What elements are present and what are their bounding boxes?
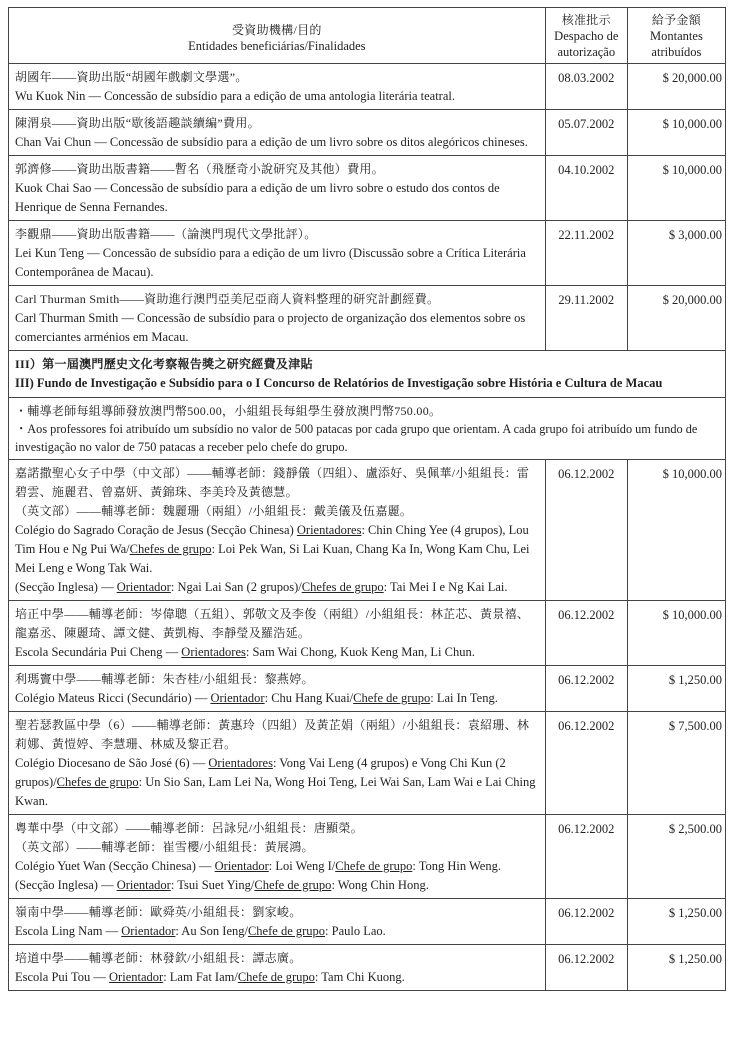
orientadores-label: Orientadores xyxy=(208,756,273,770)
header-montantes-pt1: Montantes xyxy=(650,29,703,43)
table-row xyxy=(9,712,726,815)
entry-pt-text: : Chu Hang Kuai/ xyxy=(264,691,354,705)
entry-pt xyxy=(15,521,539,578)
entry-pt-text: : Lai In Teng. xyxy=(430,691,498,705)
header-entities-zh: 受資助機構/目的 xyxy=(231,23,322,37)
entry-zh: 郭濟修——資助出版書籍——暫名（飛歷奇小說研究及其他）費用。 xyxy=(15,162,385,176)
entry-amount: $ 7,500.00 xyxy=(627,712,725,815)
section-heading-pt: III) Fundo de Investigação e Subsídio para o I Concurso de Relatórios de Investigação sobre História e Cultura de Macau xyxy=(15,376,663,390)
chefes-label: Chefes de grupo xyxy=(301,580,384,594)
table-row xyxy=(9,815,726,899)
entry-pt-text: (Secção Inglesa) — xyxy=(15,580,117,594)
note-pt: ・Aos professores foi atribuído um subsídio no valor de 500 patacas por cada grupo que orientam. A cada grupo foi atribuído um fundo de investigação no valor de 750 patacas a receber pelo chefe do grupo. xyxy=(15,422,698,454)
entry-amount: $ 2,500.00 xyxy=(627,815,725,899)
entry-amount: $ 10,000.00 xyxy=(627,601,725,666)
entry-pt-text: Escola Secundária Pui Cheng — xyxy=(15,645,182,659)
entry-pt-text: : Lam Fat Iam/ xyxy=(163,970,238,984)
entry-date: 06.12.2002 xyxy=(545,601,627,666)
orientador-label: Orientador xyxy=(214,859,269,873)
entry-pt-text: Colégio do Sagrado Coração de Jesus (Secção Chinesa) xyxy=(15,523,297,537)
entry-pt-secondary xyxy=(15,876,539,895)
subsidy-table xyxy=(8,7,726,991)
note-zh: ・輔導老師每組導師發放澳門幣500.00，小組組長每組學生發放澳門幣750.00。 xyxy=(15,404,442,418)
entry-pt-text: : Chin Ching Yee (4 grupos), Lou Tim Hou e Ng Pui Wa/ xyxy=(15,523,529,556)
entry-zh: 利瑪竇中學——輔導老師：朱杏桂/小組組長：黎燕婷。 xyxy=(15,672,314,686)
table-row xyxy=(9,601,726,666)
entry-pt: Wu Kuok Nin — Concessão de subsídio para a edição de uma antologia literária teatral. xyxy=(15,89,455,103)
entry-pt: Lei Kun Teng — Concessão de subsídio para a edição de um livro (Discussão sobre a Crítica Literária Contemporânea de Macau). xyxy=(15,246,526,279)
chefe-label: Chefe de grupo xyxy=(353,691,431,705)
entry-zh: 嶺南中學——輔導老師：歐舜英/小組組長：劉家峻。 xyxy=(15,905,302,919)
entry-pt-text: Colégio Yuet Wan (Secção Chinesa) — xyxy=(15,859,215,873)
entry-date: 06.12.2002 xyxy=(545,666,627,712)
entry-pt-text: : Un Sio San, Lam Lei Na, Wong Hoi Teng, Lei Wai San, Lam Wai e Lai Ching Kwan. xyxy=(15,775,536,808)
entry-pt-text: (Secção Inglesa) — xyxy=(15,878,117,892)
entry-pt-text: : Au Son Ieng/ xyxy=(175,924,248,938)
header-despacho-pt1: Despacho de xyxy=(554,29,619,43)
entry-pt-text: : Vong Vai Leng (4 grupos) e Vong Chi Kun (2 grupos)/ xyxy=(15,756,506,789)
entry-amount: $ 1,250.00 xyxy=(627,899,725,945)
table-row xyxy=(9,666,726,712)
orientador-label: Orientador xyxy=(210,691,265,705)
entry-amount: $ 3,000.00 xyxy=(627,221,725,286)
entry-date: 08.03.2002 xyxy=(545,64,627,110)
entry-amount: $ 20,000.00 xyxy=(627,286,725,351)
entry-date: 05.07.2002 xyxy=(545,110,627,156)
section-heading-row xyxy=(9,351,726,398)
entry-date: 29.11.2002 xyxy=(545,286,627,351)
orientadores-label: Orientadores xyxy=(296,523,362,537)
entry-date: 04.10.2002 xyxy=(545,156,627,221)
table-header-row xyxy=(9,8,726,64)
entry-amount: $ 10,000.00 xyxy=(627,110,725,156)
entry-zh: 聖若瑟教區中學（6）——輔導老師：黃惠玲（四組）及黃芷娟（兩組）/小組組長：袁紹珊、林莉娜、黃愷婷、李慧珊、林威及黎正君。 xyxy=(15,718,530,751)
entry-pt-text: : Sam Wai Chong, Kuok Keng Man, Li Chun. xyxy=(245,645,475,659)
orientador-label: Orientador xyxy=(109,970,164,984)
table-row xyxy=(9,221,726,286)
entry-date: 06.12.2002 xyxy=(545,460,627,601)
header-entities xyxy=(9,8,546,64)
entry-pt: Kuok Chai Sao — Concessão de subsídio para a edição de um livro sobre o estudo dos contos de Henrique de Senna Fernandes. xyxy=(15,181,500,214)
entry-amount: $ 1,250.00 xyxy=(627,945,725,991)
entry-pt-text: : Ngai Lai San (2 grupos)/ xyxy=(170,580,302,594)
chefe-label: Chefe de grupo xyxy=(335,859,413,873)
entry-pt-text: : Wong Chin Hong. xyxy=(331,878,429,892)
document-sheet xyxy=(8,7,726,991)
table-row xyxy=(9,156,726,221)
entry-pt xyxy=(15,643,539,662)
notes-row xyxy=(9,398,726,460)
entry-pt: Carl Thurman Smith — Concessão de subsídio para o projecto de organização dos elementos sobre os comerciantes arménios em Macau. xyxy=(15,311,526,344)
entry-pt-text: : Tong Hin Weng. xyxy=(412,859,501,873)
entry-date: 06.12.2002 xyxy=(545,815,627,899)
entry-zh: 培道中學——輔導老師：林發欽/小組組長：譚志廣。 xyxy=(15,951,302,965)
table-row xyxy=(9,460,726,601)
orientador-label: Orientador xyxy=(116,580,171,594)
orientadores-label: Orientadores xyxy=(181,645,246,659)
entry-date: 22.11.2002 xyxy=(545,221,627,286)
header-despacho-pt2: autorização xyxy=(557,45,616,59)
entry-pt-text: : Loi Weng I/ xyxy=(268,859,336,873)
entry-pt xyxy=(15,689,539,708)
orientador-label: Orientador xyxy=(121,924,176,938)
entry-pt xyxy=(15,922,539,941)
entry-zh: 嘉諾撒聖心女子中學（中文部）——輔導老師：錢靜儀（四組）、盧添好、吳佩華/小組組長：雷碧雲、施麗君、曾嘉妍、黃錦珠、李美玲及黃德慧。 xyxy=(15,466,530,499)
table-row xyxy=(9,286,726,351)
entry-amount: $ 1,250.00 xyxy=(627,666,725,712)
entry-pt xyxy=(15,754,539,811)
entry-zh: 陳渭泉——資助出版“歇後語趣談續編”費用。 xyxy=(15,116,260,130)
entry-pt-text: Escola Pui Tou — xyxy=(15,970,110,984)
entry-zh: 粵華中學（中文部）——輔導老師：呂詠兒/小組組長：唐顯榮。 xyxy=(15,821,364,835)
entry-pt-text: Colégio Mateus Ricci (Secundário) — xyxy=(15,691,211,705)
entry-date: 06.12.2002 xyxy=(545,712,627,815)
header-despacho-zh: 核准批示 xyxy=(561,13,611,27)
header-montantes-pt2: atribuídos xyxy=(651,45,702,59)
entry-pt-text: Escola Ling Nam — xyxy=(15,924,122,938)
entry-date: 06.12.2002 xyxy=(545,899,627,945)
entry-zh: 培正中學——輔導老師：岑偉聰（五組）、郭敬文及李俊（兩組）/小組組長：林芷芯、黃景禧、龍嘉丞、陳麗琦、譚文健、黃凱梅、李靜瑩及羅浩延。 xyxy=(15,607,530,640)
table-row xyxy=(9,945,726,991)
header-despacho xyxy=(545,8,627,64)
entry-zh: 胡國年——資助出版“胡國年戲劇文學選”。 xyxy=(15,70,248,84)
section-heading-zh: III）第一屆澳門歷史文化考察報告獎之研究經費及津貼 xyxy=(15,357,313,371)
entry-amount: $ 20,000.00 xyxy=(627,64,725,110)
entry-zh-secondary: （英文部）——輔導老師：崔雪櫻/小組組長：黃展鴻。 xyxy=(15,840,314,854)
entry-amount: $ 10,000.00 xyxy=(627,156,725,221)
table-row xyxy=(9,899,726,945)
entry-date: 06.12.2002 xyxy=(545,945,627,991)
chefes-label: Chefes de grupo xyxy=(56,775,139,789)
entry-zh-secondary: （英文部）——輔導老師：魏麗珊（兩組）/小組組長：戴美儀及伍嘉麗。 xyxy=(15,504,413,518)
chefe-label: Chefe de grupo xyxy=(247,924,326,938)
entry-pt-secondary xyxy=(15,578,539,597)
entry-amount: $ 10,000.00 xyxy=(627,460,725,601)
header-entities-pt: Entidades beneficiárias/Finalidades xyxy=(188,39,366,53)
entry-pt-text: : Tsui Suet Ying/ xyxy=(170,878,255,892)
entry-pt xyxy=(15,857,539,876)
chefe-label: Chefe de grupo xyxy=(254,878,332,892)
entry-pt-text: : Paulo Lao. xyxy=(325,924,386,938)
table-row xyxy=(9,110,726,156)
orientador-label: Orientador xyxy=(116,878,171,892)
header-montantes xyxy=(627,8,725,64)
table-row xyxy=(9,64,726,110)
entry-zh: Carl Thurman Smith——資助進行澳門亞美尼亞商人資料整理的研究計劃經費。 xyxy=(15,292,440,306)
header-montantes-zh: 給予金額 xyxy=(651,13,702,27)
entry-pt: Chan Vai Chun — Concessão de subsídio para a edição de um livro sobre os ditos alegóricos chineses. xyxy=(15,135,528,149)
chefes-label: Chefes de grupo xyxy=(129,542,212,556)
entry-pt-text: : Loi Pek Wan, Si Lai Kuan, Chang Ka In, Wong Kam Chu, Lei Mei Leng e Wong Tak Wai. xyxy=(15,542,530,575)
entry-zh: 李觀鼎——資助出版書籍——（論澳門現代文學批評）。 xyxy=(15,227,317,241)
entry-pt xyxy=(15,968,539,987)
entry-pt-text: Colégio Diocesano de São José (6) — xyxy=(15,756,209,770)
entry-pt-text: : Tai Mei I e Ng Kai Lai. xyxy=(383,580,508,594)
chefe-label: Chefe de grupo xyxy=(237,970,315,984)
entry-pt-text: : Tam Chi Kuong. xyxy=(314,970,405,984)
